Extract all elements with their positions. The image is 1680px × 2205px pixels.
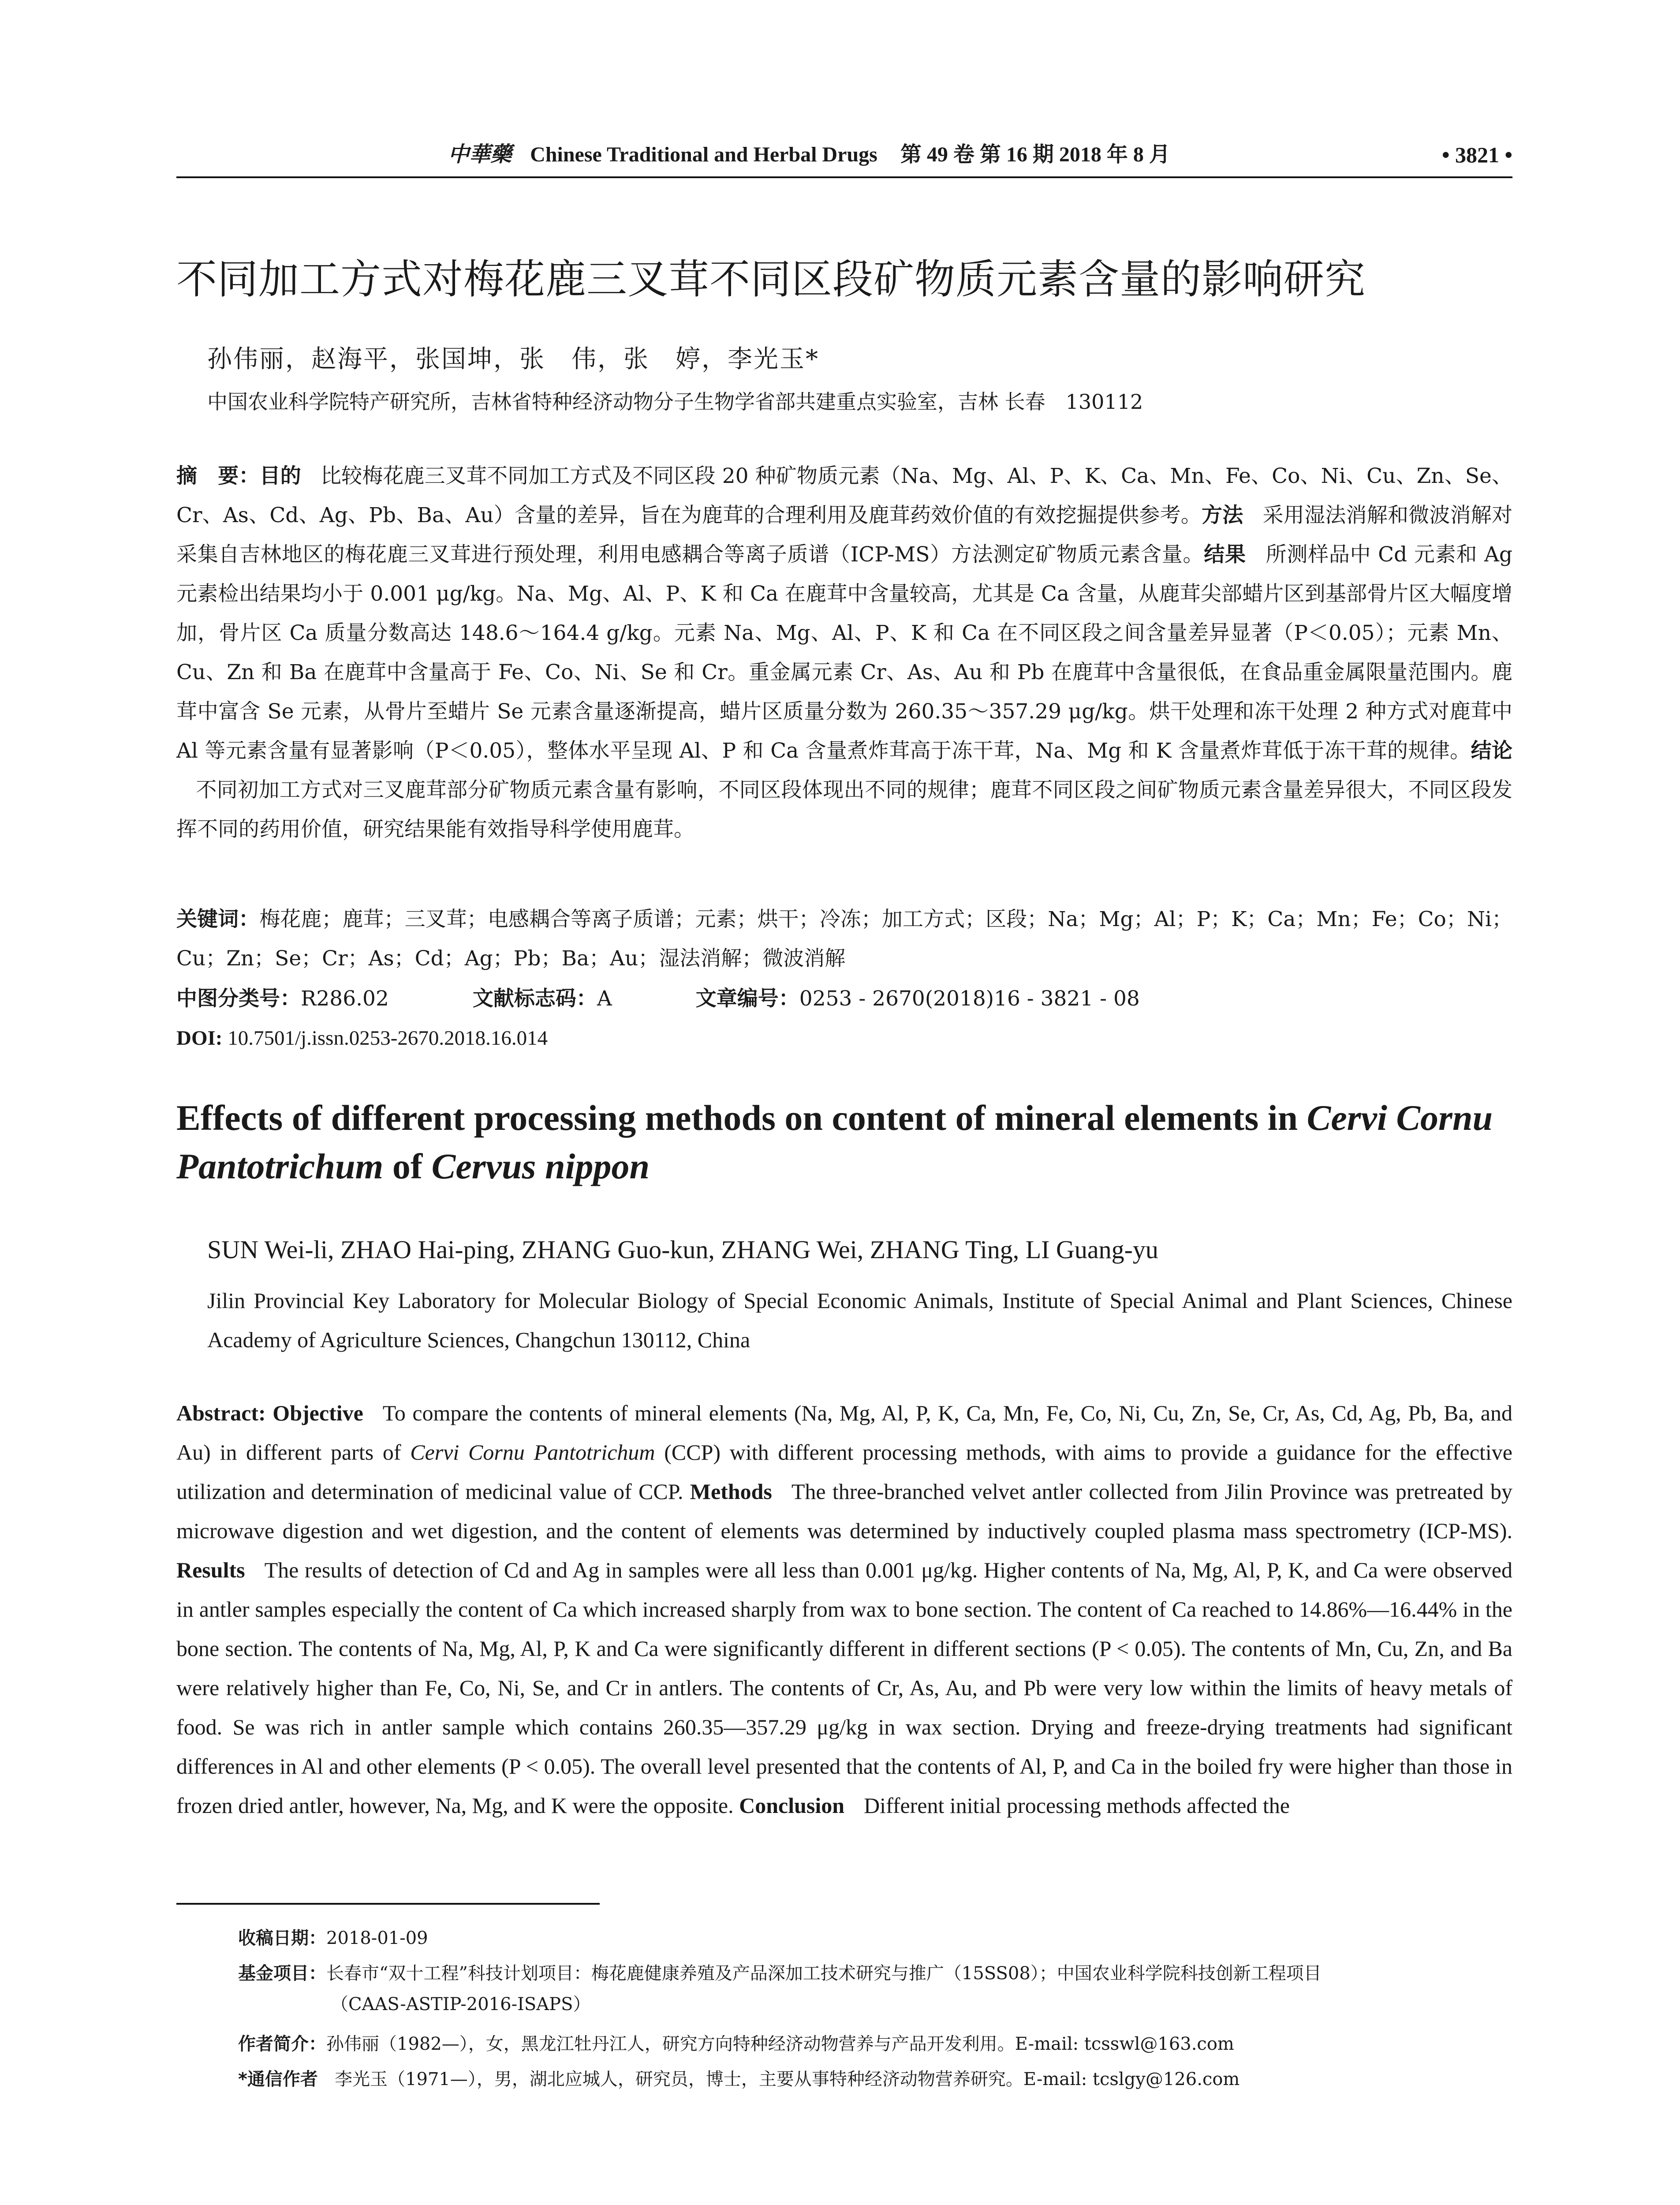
journal-logo: 中華藥 [448, 142, 512, 167]
en-title-text-2: of [383, 1146, 432, 1186]
en-methods-label: Methods [690, 1479, 772, 1504]
en-objective-text: To compare the contents of mineral elements (Na, Mg, Al, P, K, Ca, Mn, Fe, Co, Ni, Cu, Zn, Se, Cr, As, Cd, Ag, Pb, Ba, and Au) in different parts of [176, 1401, 1512, 1465]
cn-keywords-label: 关键词： [176, 907, 260, 931]
fund-value: 长春市“双十工程”科技计划项目：梅花鹿健康养殖及产品深加工技术研究与推广（15SS08）；中国农业科学院科技创新工程项目 [326, 1963, 1322, 1984]
cn-results-text: 所测样品中 Cd 元素和 Ag 元素检出结果均小于 0.001 μg/kg。Na、Mg、Al、P、K 和 Ca 在鹿茸中含量较高，尤其是 Ca 含量，从鹿茸尖部蜡片区到基部骨片区大幅度增加，骨片区 Ca 质量分数高达 148.6～164.4 g/kg。元素 Na、Mg、Al、P、K 和 Ca 在不同区段之间含量差异显著（P＜0.05）；元素 Mn、Cu、Zn 和 Ba 在鹿茸中含量高于 Fe、Co、Ni、Se 和 Cr。重金属元素 Cr、As、Au 和 Pb 在鹿茸中含量很低，在食品重金属限量范围内。鹿茸中富含 Se 元素，从骨片至蜡片 Se 元素含量逐渐提高，蜡片区质量分数为 260.35～357.29 μg/kg。烘干处理和冻干处理 2 种方式对鹿茸中 Al 等元素含量有显著影响（P＜0.05），整体水平呈现 Al、P 和 Ca 含量煮炸茸高于冻干茸，Na、Mg 和 K 含量煮炸茸低于冻干茸的规律。 [176, 542, 1512, 763]
footnote-fund [238, 1958, 1512, 2020]
en-objective-text-2: (CCP) with different processing methods, with aims to provide a guidance for the effective utilization and determination of medicinal value of CCP. [176, 1440, 1512, 1504]
cn-abstract [176, 456, 1512, 849]
cn-keywords-text: 梅花鹿；鹿茸；三叉茸；电感耦合等离子质谱；元素；烘干；冷冻；加工方式；区段；Na；Mg；Al；P；K；Ca；Mn；Fe；Co；Ni；Cu；Zn；Se；Cr；As；Cd；Ag；Pb；Ba；Au；湿法消解；微波消解 [176, 907, 1513, 971]
corr-label: *通信作者 [238, 2069, 318, 2089]
received-label: 收稿日期： [238, 1928, 326, 1948]
corr-value: 李光玉（1971—），男，湖北应城人，研究员，博士，主要从事特种经济动物营养研究。E-mail: tcslgy@126.com [335, 2069, 1240, 2089]
en-conclusion-text: Different initial processing methods affected the [864, 1793, 1290, 1818]
en-title [176, 1094, 1512, 1191]
en-title-italic: Cervi Cornu Pantotrichum [176, 1098, 1493, 1186]
en-abstract-label: Abstract: Objective [176, 1401, 363, 1425]
en-affiliation: Jilin Provincial Key Laboratory for Molecular Biology of Special Economic Animals, Institute of Special Animal and Plant Sciences, Chinese Academy of Agriculture Sciences, Changchun 130112, China [207, 1288, 1512, 1352]
doc-code-label: 文献标志码： [472, 987, 597, 1011]
en-authors: SUN Wei-li, ZHAO Hai-ping, ZHANG Guo-kun, ZHANG Wei, ZHANG Ting, LI Guang-yu [207, 1235, 1158, 1264]
journal-line [176, 137, 1442, 168]
running-header [176, 132, 1512, 168]
footnote-author [238, 2029, 1512, 2059]
cn-classification [176, 979, 1140, 1018]
fund-value-cont: （CAAS-ASTIP-2016-ISAPS） [331, 1994, 591, 2014]
issue-info: 第 49 卷 第 16 期 2018 年 8 月 [900, 143, 1170, 166]
doi-label: DOI: [176, 1027, 223, 1050]
cn-methods-text: 采用湿法消解和微波消解对采集自吉林地区的梅花鹿三叉茸进行预处理，利用电感耦合等离子质谱（ICP-MS）方法测定矿物质元素含量。 [176, 503, 1513, 567]
cn-affiliation: 中国农业科学院特产研究所，吉林省特种经济动物分子生物学省部共建重点实验室，吉林 长春 130112 [207, 390, 1143, 414]
cn-abstract-label: 摘 要： [176, 464, 260, 488]
cn-title: 不同加工方式对梅花鹿三叉茸不同区段矿物质元素含量的影响研究 [176, 256, 1366, 303]
footnote-corresponding [238, 2064, 1512, 2095]
author-value: 孙伟丽（1982—），女，黑龙江牡丹江人，研究方向特种经济动物营养与产品开发利用。E-mail: tcsswl@163.com [326, 2034, 1234, 2054]
en-title-text: Effects of different processing methods on content of mineral elements in [176, 1098, 1307, 1138]
doi-line [176, 1019, 548, 1058]
footnote-received [238, 1923, 1512, 1954]
fund-label: 基金项目： [238, 1963, 326, 1984]
cn-objective-label: 目的 [259, 464, 301, 488]
en-results-text: The results of detection of Cd and Ag in samples were all less than 0.001 μg/kg. Higher contents of Na, Mg, Al, P, K, and Ca were observed in antler samples especially the content of Ca which increased sharply from wax to bone section. The content of Ca reached to 14.86%—16.44% in the bone section. The contents of Na, Mg, Al, P, K and Ca were significantly different in different sections (P < 0.05). The contents of Mn, Cu, Zn, and Ba were relatively higher than Fe, Co, Ni, Se, and Cr in antlers. The contents of Cr, As, Au, and Pb were very low within the limits of heavy metals of food. Se was rich in antler sample which contains 260.35—357.29 μg/kg in wax section. Drying and freeze-drying treatments had significant differences in Al and other elements (P < 0.05). The overall level presented that the contents of Al, P, and Ca in the boiled fry were higher than those in frozen dried antler, however, Na, Mg, and K were the opposite. [176, 1558, 1512, 1818]
cn-conclusion-text: 不同初加工方式对三叉鹿茸部分矿物质元素含量有影响，不同区段体现出不同的规律；鹿茸不同区段之间矿物质元素含量差异很大，不同区段发挥不同的药用价值，研究结果能有效指导科学使用鹿茸。 [176, 778, 1512, 841]
footnote-rule [176, 1903, 600, 1905]
en-results-label: Results [176, 1558, 245, 1582]
en-methods-text: The three-branched velvet antler collected from Jilin Province was pretreated by microwave digestion and wet digestion, and the content of elements was determined by inductively coupled plasma mass spectrometry (ICP-MS). [176, 1479, 1512, 1543]
page-number: • 3821 • [1441, 142, 1512, 167]
header-rule [176, 176, 1512, 178]
doi-value: 10.7501/j.issn.0253-2670.2018.16.014 [228, 1027, 548, 1050]
clc-label: 中图分类号： [176, 987, 301, 1011]
cn-objective-text: 比较梅花鹿三叉茸不同加工方式及不同区段 20 种矿物质元素（Na、Mg、Al、P、K、Ca、Mn、Fe、Co、Ni、Cu、Zn、Se、Cr、As、Cd、Ag、Pb、Ba、Au）含量的差异，旨在为鹿茸的合理利用及鹿茸药效价值的有效挖掘提供参考。 [176, 464, 1512, 527]
cn-results-label: 结果 [1204, 542, 1246, 567]
en-conclusion-label: Conclusion [739, 1793, 845, 1818]
en-objective-italic: Cervi Cornu Pantotrichum [410, 1440, 655, 1465]
en-abstract [176, 1394, 1512, 1825]
article-no-value: 0253 - 2670(2018)16 - 3821 - 08 [799, 987, 1140, 1011]
cn-methods-label: 方法 [1202, 503, 1243, 527]
received-value: 2018-01-09 [326, 1928, 428, 1948]
cn-keywords [176, 900, 1512, 978]
doc-code-value: A [597, 987, 612, 1011]
clc-value: R286.02 [301, 987, 389, 1011]
cn-authors: 孙伟丽，赵海平，张国坤，张 伟，张 婷，李光玉* [207, 345, 819, 374]
author-label: 作者简介： [238, 2034, 326, 2054]
journal-name: Chinese Traditional and Herbal Drugs [530, 143, 877, 166]
en-title-italic-2: Cervus nippon [431, 1146, 650, 1186]
article-no-label: 文章编号： [695, 987, 799, 1011]
cn-conclusion-label: 结论 [1471, 739, 1513, 763]
